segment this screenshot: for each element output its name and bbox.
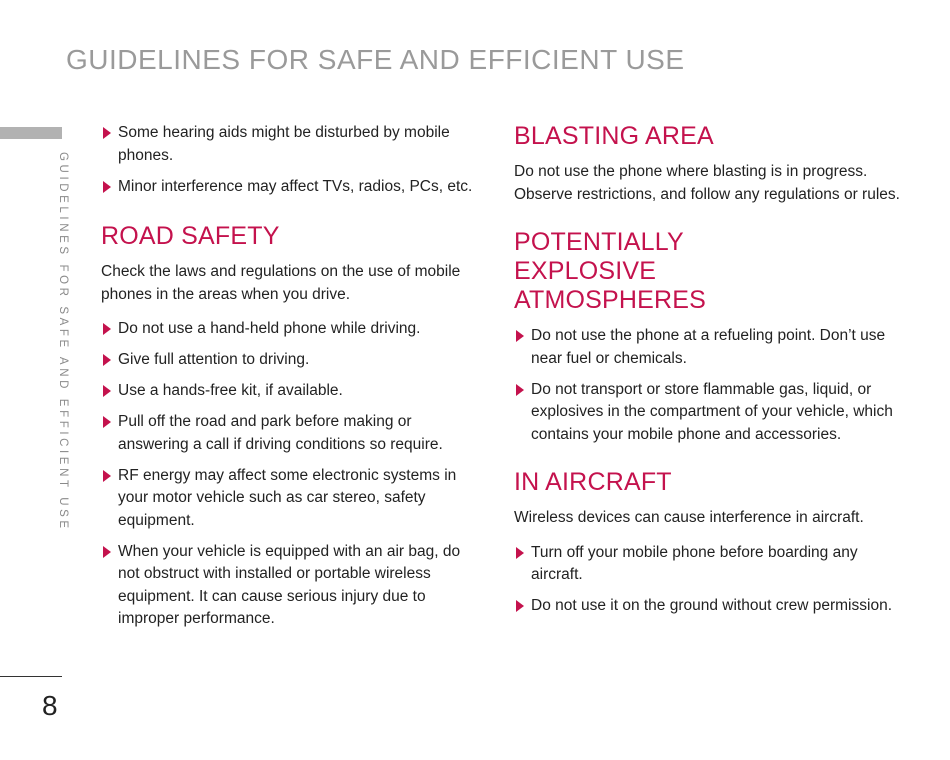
list-item: Do not use the phone at a refueling point. Don’t use near fuel or chemicals. [514,325,904,370]
list-item: Some hearing aids might be disturbed by mobile phones. [101,122,481,167]
list-item: When your vehicle is equipped with an air bag, do not obstruct with installed or portable wireless equipment. It can cause serious injury due to improper performance. [101,541,481,631]
list-item: Do not use a hand-held phone while driving. [101,318,481,341]
footer-rule [0,676,62,677]
blasting-area-section [514,122,904,206]
triangle-bullet-icon [103,416,111,428]
road-safety-intro: Check the laws and regulations on the use of mobile phones in the areas when you drive. [101,263,461,303]
triangle-bullet-icon [516,330,524,342]
explosive-atmospheres-section [514,228,904,446]
triangle-bullet-icon [516,600,524,612]
page-number: 8 [42,690,58,721]
road-safety-heading: ROAD SAFETY [101,222,280,250]
left-column [101,122,481,653]
in-aircraft-bullet-list [514,542,904,618]
blasting-area-text: Do not use the phone where blasting is in progress. Observe restrictions, and follow any regulations or rules. [514,163,900,203]
triangle-bullet-icon [103,181,111,193]
road-safety-bullet-list [101,318,481,631]
side-section-label: GUIDELINES FOR SAFE AND EFFICIENT USE [57,152,69,532]
list-item: Give full attention to driving. [101,349,481,372]
in-aircraft-heading: IN AIRCRAFT [514,468,672,496]
triangle-bullet-icon [103,354,111,366]
triangle-bullet-icon [516,384,524,396]
list-item: Minor interference may affect TVs, radios, PCs, etc. [101,176,481,199]
list-item: RF energy may affect some electronic systems in your motor vehicle such as car stereo, safety equipment. [101,465,481,533]
triangle-bullet-icon [103,385,111,397]
side-tab-bar [0,127,62,139]
in-aircraft-intro: Wireless devices can cause interference in aircraft. [514,509,864,526]
list-item: Turn off your mobile phone before boarding any aircraft. [514,542,904,587]
list-item: Do not use it on the ground without crew permission. [514,595,904,618]
explosive-atmospheres-heading: POTENTIALLY EXPLOSIVE ATMOSPHERES [514,228,707,314]
triangle-bullet-icon [103,470,111,482]
triangle-bullet-icon [103,127,111,139]
page-title: GUIDELINES FOR SAFE AND EFFICIENT USE [66,44,685,75]
triangle-bullet-icon [516,547,524,559]
triangle-bullet-icon [103,323,111,335]
right-column [514,122,904,640]
triangle-bullet-icon [103,546,111,558]
blasting-area-heading: BLASTING AREA [514,122,714,150]
in-aircraft-section [514,468,904,618]
list-item: Pull off the road and park before making or answering a call if driving conditions so require. [101,411,481,456]
explosive-bullet-list [514,325,904,446]
road-safety-section [101,222,481,631]
list-item: Do not transport or store flammable gas, liquid, or explosives in the compartment of your vehicle, which contains your mobile phone and accessories. [514,379,904,447]
intro-bullet-list [101,122,481,198]
list-item: Use a hands-free kit, if available. [101,380,481,403]
